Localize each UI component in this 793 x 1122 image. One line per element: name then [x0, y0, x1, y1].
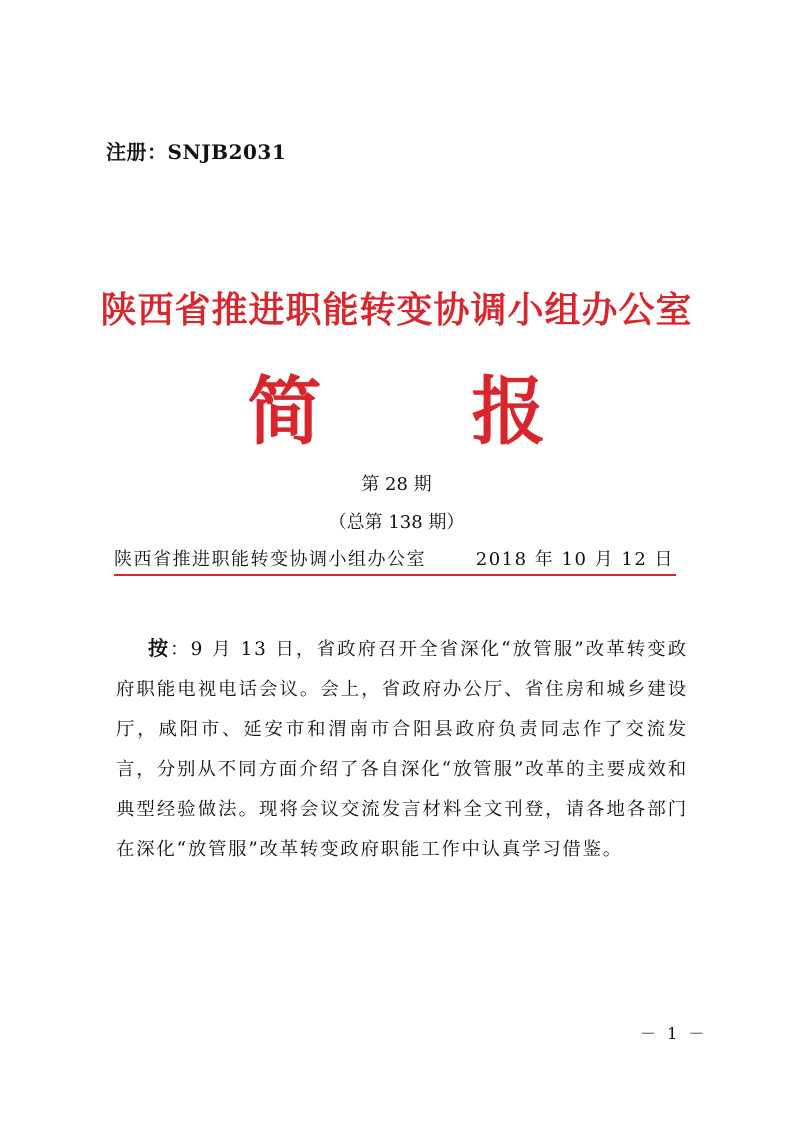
publisher: 陕西省推进职能转变协调小组办公室 — [114, 549, 426, 570]
editor-note-text: ：9 月 13 日，省政府召开全省深化“放管服”改革转变政府职能电视电话会议。会上，省政府办公厅、省住房和城乡建设厅，咸阳市、延安市和渭南市合阳县政府负责同志作了交流发言，分别从不同方面介绍了各自深化“放管服”改革的主要成效和典型经验做法。现将会议交流发言材料全文刊登，请各地各部门在深化“放管服”改革转变政府职能工作中认真学习借鉴。 — [116, 639, 688, 860]
editor-note-lead: 按 — [148, 636, 171, 660]
editor-note — [116, 628, 688, 870]
red-divider — [114, 574, 676, 576]
registration-number: 注册：SNJB2031 — [106, 140, 287, 164]
page-number: － 1 － — [640, 1024, 708, 1043]
issue-total: （总第 138 期） — [328, 512, 465, 533]
publisher-date-row — [114, 545, 674, 571]
issue-date: 2018 年 10 月 12 日 — [475, 549, 674, 570]
issue-number: 第 28 期 — [361, 474, 432, 495]
title-char-jian: 简 — [247, 369, 322, 455]
brief-title — [0, 362, 793, 462]
organization-header: 陕西省推进职能转变协调小组办公室 — [100, 290, 693, 331]
title-char-bao: 报 — [471, 369, 546, 455]
